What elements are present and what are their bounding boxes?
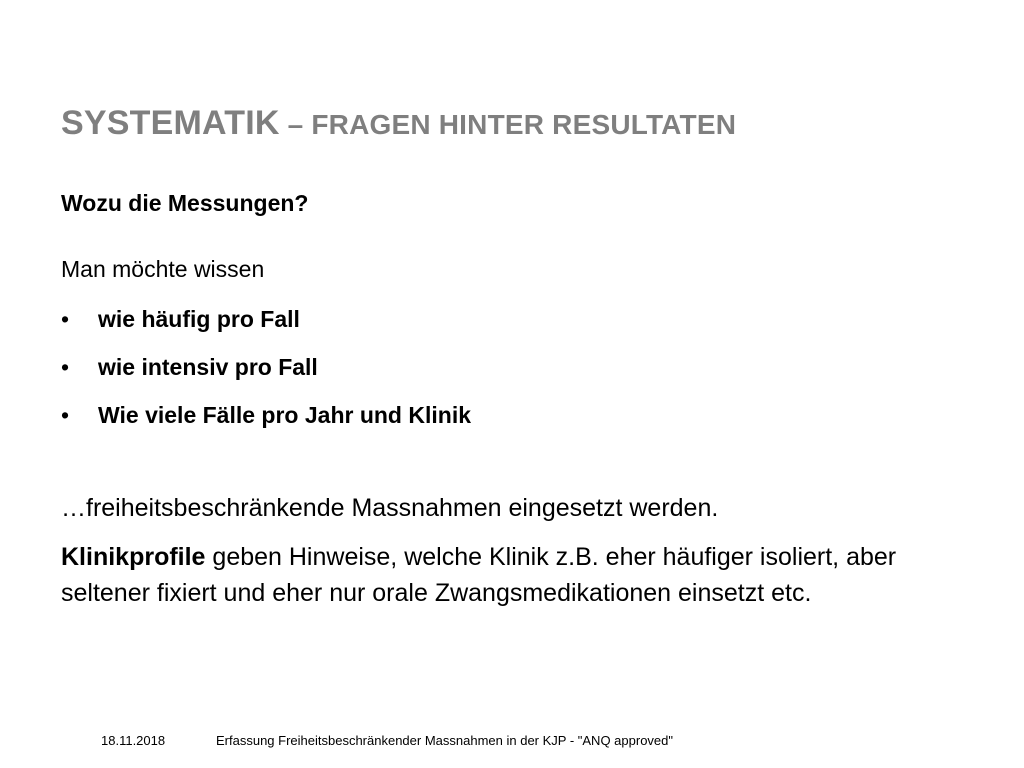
measures-line: …freiheitsbeschränkende Massnahmen eingesetzt werden. [61,494,719,522]
bullet-icon: • [61,306,70,332]
profile-paragraph [61,539,941,611]
slide-title [61,104,736,143]
bullet-list [61,304,471,448]
slide-subtitle: Wozu die Messungen? [61,190,309,216]
bullet-item [61,352,471,400]
intro-text: Man möchte wissen [61,256,265,282]
bullet-text: wie intensiv pro Fall [98,354,318,380]
footer-date: 18.11.2018 [101,733,166,748]
title-rest: FRAGEN HINTER RESULTATEN [311,109,737,140]
bullet-item [61,400,471,448]
profile-text: geben Hinweise, welche Klinik z.B. eher häufiger isoliert, aber seltener fixiert und eher nur orale Zwangsmedikationen einsetzt etc. [61,543,897,607]
bullet-icon: • [61,402,70,428]
footer-text: Erfassung Freiheitsbeschränkender Massnahmen in der KJP - "ANQ approved" [216,733,673,748]
bullet-text: Wie viele Fälle pro Jahr und Klinik [98,402,471,428]
title-main: SYSTEMATIK [61,104,280,142]
bullet-icon: • [61,354,70,380]
title-dash: – [279,109,312,140]
bullet-item [61,304,471,352]
bullet-text: wie häufig pro Fall [98,306,300,332]
profile-keyword: Klinikprofile [61,543,206,571]
